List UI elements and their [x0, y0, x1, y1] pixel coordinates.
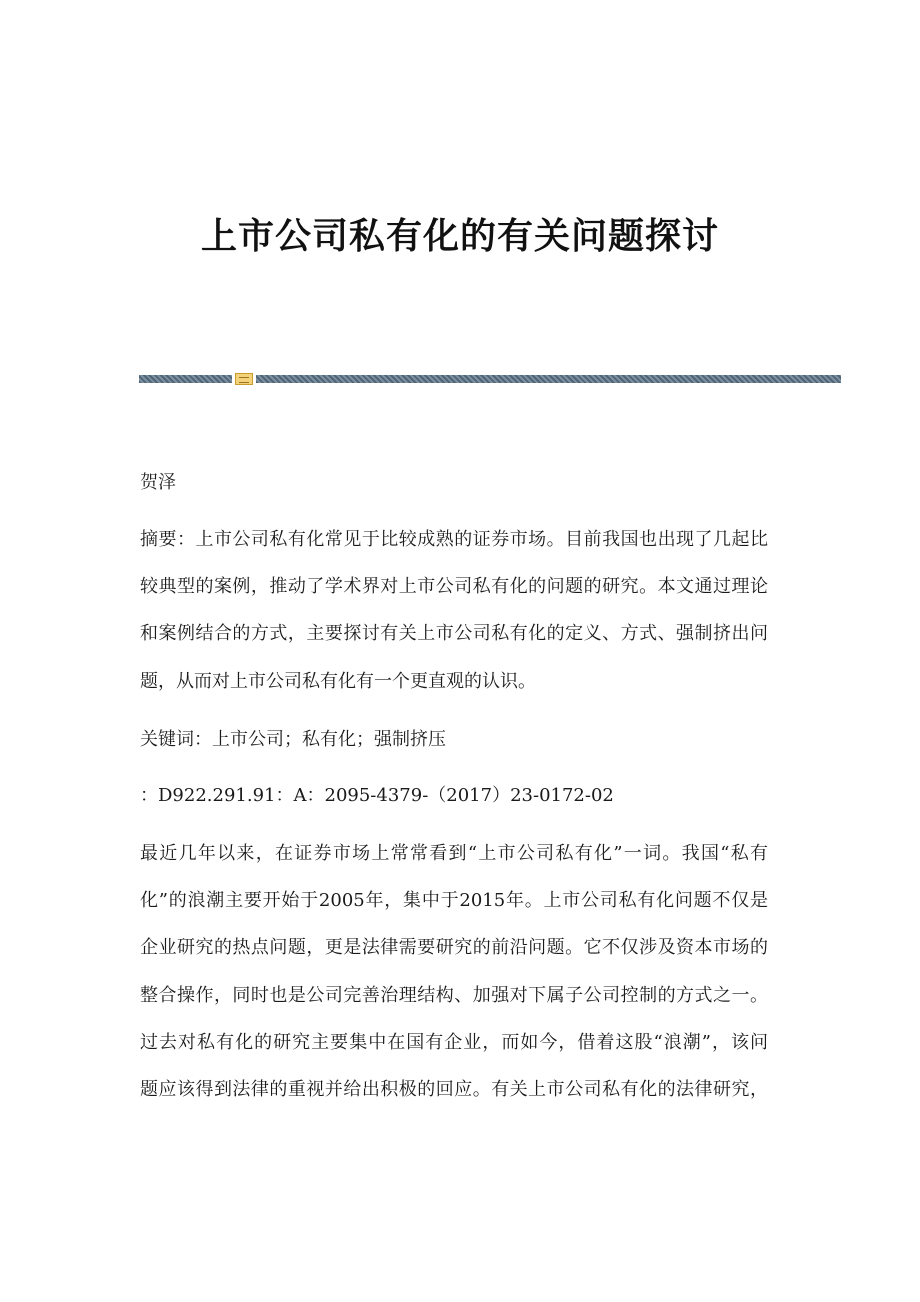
body-line: 企业研究的热点问题，更是法律需要研究的前沿问题。它不仅涉及资本市场的: [140, 937, 768, 958]
document-title: 上市公司私有化的有关问题探讨: [200, 216, 719, 257]
body-line: 整合操作，同时也是公司完善治理结构、加强对下属子公司控制的方式之一。: [140, 985, 768, 1006]
body-line: 化”的浪潮主要开始于2005年，集中于2015年。上市公司私有化问题不仅是: [140, 890, 768, 911]
divider-ornament-icon: [235, 373, 253, 385]
body-line: 过去对私有化的研究主要集中在国有企业，而如今，借着这股“浪潮”，该问: [140, 1032, 768, 1053]
abstract-line: 和案例结合的方式，主要探讨有关上市公司私有化的定义、方式、强制挤出问: [140, 623, 768, 644]
title-divider-left: [139, 375, 232, 383]
body-line: 题应该得到法律的重视并给出积极的回应。有关上市公司私有化的法律研究，: [140, 1079, 768, 1100]
abstract-line: 较典型的案例，推动了学术界对上市公司私有化的问题的研究。本文通过理论: [140, 576, 768, 597]
abstract-line: 题，从而对上市公司私有化有一个更直观的认识。: [140, 671, 536, 692]
classification-code: ：D922.291.91：A：2095-4379-（2017）23-0172-02: [140, 785, 614, 806]
author-name: 贺泽: [140, 472, 176, 493]
title-divider-right: [256, 375, 841, 383]
abstract-line: 摘要：上市公司私有化常见于比较成熟的证券市场。目前我国也出现了几起比: [140, 529, 768, 550]
keywords: 关键词：上市公司；私有化；强制挤压: [140, 729, 446, 750]
body-line: 最近几年以来，在证券市场上常常看到“上市公司私有化”一词。我国“私有: [140, 843, 768, 864]
